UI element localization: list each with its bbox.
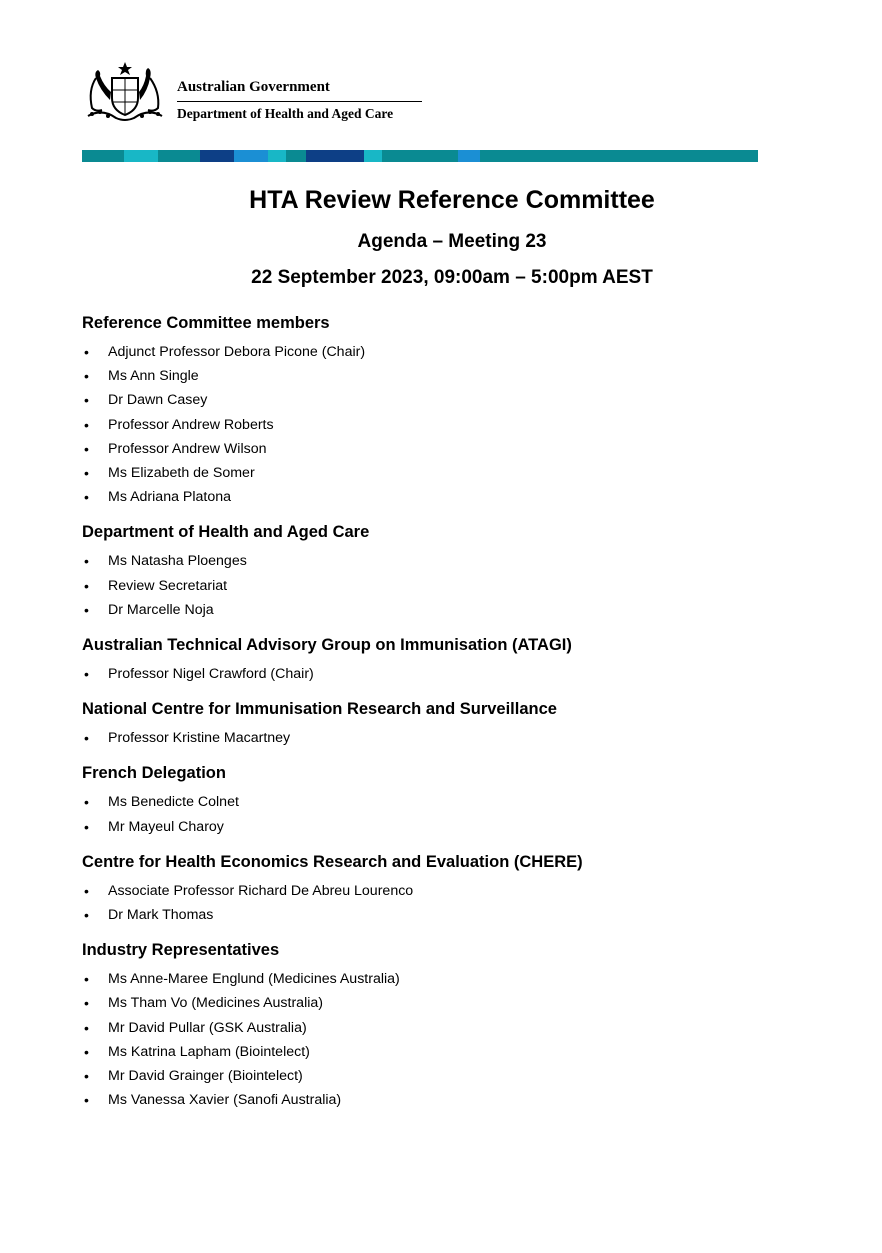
attendee-list-item: • Mr David Pullar (GSK Australia)	[82, 1016, 782, 1040]
band-segment	[458, 150, 480, 162]
attendee-list-item: • Mr David Grainger (Biointelect)	[82, 1064, 782, 1088]
band-segment	[124, 150, 158, 162]
band-segment	[234, 150, 268, 162]
attendee-section	[82, 522, 782, 622]
attendee-list-item: • Mr Mayeul Charoy	[82, 815, 782, 839]
attendee-list-item: • Ms Vanessa Xavier (Sanofi Australia)	[82, 1088, 782, 1112]
section-heading: Australian Technical Advisory Group on Immunisation (ATAGI)	[82, 636, 572, 655]
attendee-section	[82, 940, 782, 1112]
attendee-list-item: • Ms Adriana Platona	[82, 485, 782, 509]
band-segment	[158, 150, 200, 162]
meeting-date: 22 September 2023, 09:00am – 5:00pm AEST	[251, 267, 653, 288]
attendee-section	[82, 635, 782, 686]
attendee-list-item: • Professor Andrew Wilson	[82, 437, 782, 461]
band-segment	[82, 150, 124, 162]
band-segment	[480, 150, 758, 162]
attendee-sections	[82, 313, 782, 1125]
attendee-list	[82, 662, 782, 686]
attendee-list-item: • Dr Mark Thomas	[82, 903, 782, 927]
section-heading: Industry Representatives	[82, 941, 280, 960]
attendee-section	[82, 313, 782, 509]
band-segment	[268, 150, 286, 162]
attendee-list-item: • Review Secretariat	[82, 574, 782, 598]
attendee-list-item: • Ms Benedicte Colnet	[82, 790, 782, 814]
department-name-block	[177, 78, 422, 123]
attendee-list-item: • Dr Dawn Casey	[82, 388, 782, 412]
attendee-list-item: • Professor Andrew Roberts	[82, 413, 782, 437]
attendee-list-item: • Professor Kristine Macartney	[82, 726, 782, 750]
section-heading: Centre for Health Economics Research and Evaluation (CHERE)	[82, 852, 583, 871]
band-segment	[364, 150, 382, 162]
attendee-list	[82, 790, 782, 838]
coat-of-arms-icon	[82, 60, 168, 124]
band-segment	[286, 150, 306, 162]
band-segment	[306, 150, 364, 162]
attendee-section	[82, 763, 782, 838]
attendee-section	[82, 852, 782, 927]
government-title: Australian Government	[177, 78, 422, 102]
section-heading: French Delegation	[82, 764, 226, 783]
attendee-list-item: • Ms Elizabeth de Somer	[82, 461, 782, 485]
attendee-list-item: • Ms Natasha Ploenges	[82, 549, 782, 573]
attendee-list-item: • Dr Marcelle Noja	[82, 598, 782, 622]
decorative-colour-band	[82, 150, 758, 162]
attendee-list	[82, 340, 782, 509]
attendee-list-item: • Associate Professor Richard De Abreu Lourenco	[82, 879, 782, 903]
attendee-section	[82, 699, 782, 750]
section-heading: Reference Committee members	[82, 314, 330, 332]
attendee-list	[82, 549, 782, 622]
attendee-list-item: • Ms Katrina Lapham (Biointelect)	[82, 1040, 782, 1064]
attendee-list-item: • Professor Nigel Crawford (Chair)	[82, 662, 782, 686]
section-heading: Department of Health and Aged Care	[82, 523, 370, 542]
page-title: HTA Review Reference Committee	[249, 186, 655, 214]
attendee-list-item: • Ms Tham Vo (Medicines Australia)	[82, 991, 782, 1015]
department-title: Department of Health and Aged Care	[177, 106, 394, 121]
attendee-list	[82, 726, 782, 750]
band-segment	[200, 150, 234, 162]
attendee-list-item: • Ms Anne-Maree Englund (Medicines Australia)	[82, 967, 782, 991]
attendee-list	[82, 879, 782, 927]
band-segment	[382, 150, 458, 162]
government-header	[82, 60, 442, 124]
section-heading: National Centre for Immunisation Research and Surveillance	[82, 700, 557, 719]
attendee-list-item: • Adjunct Professor Debora Picone (Chair)	[82, 340, 782, 364]
agenda-subtitle: Agenda – Meeting 23	[357, 231, 547, 252]
attendee-list-item: • Ms Ann Single	[82, 364, 782, 388]
attendee-list	[82, 967, 782, 1112]
